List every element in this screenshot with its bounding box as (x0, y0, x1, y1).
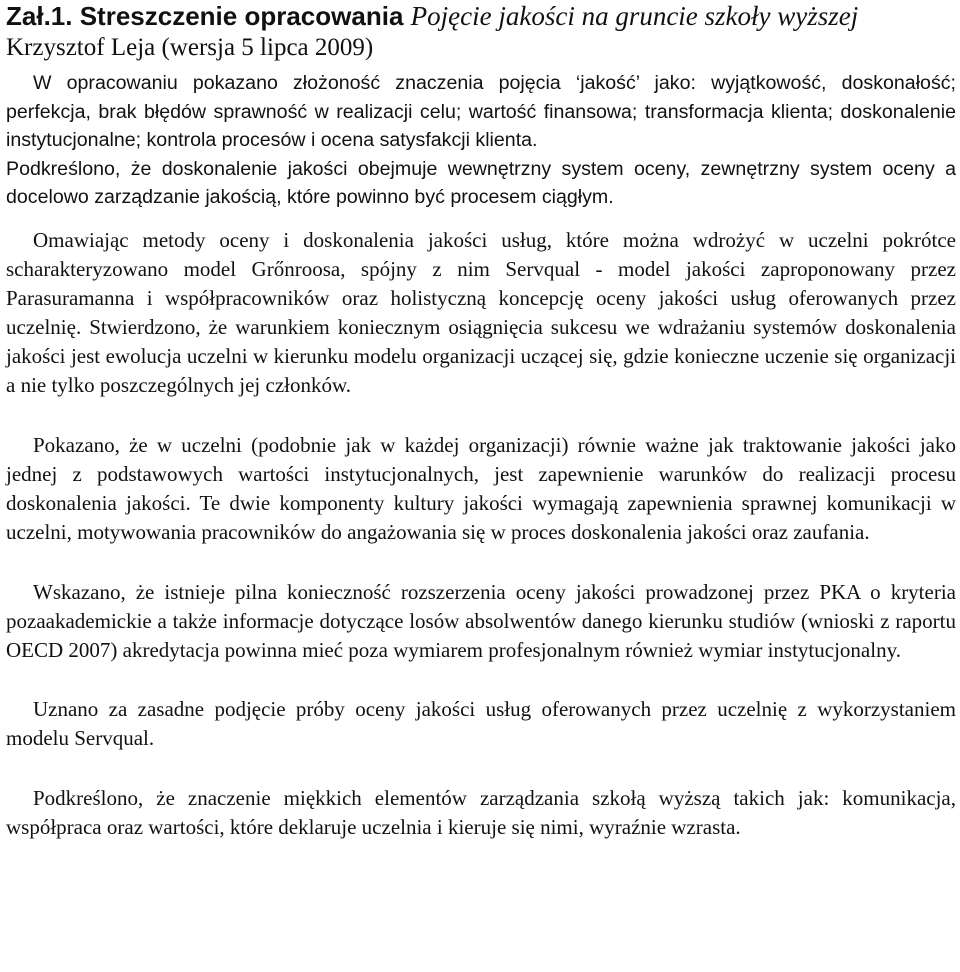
paragraph-5: Uznano za zasadne podjęcie próby oceny jakości usług oferowanych przez uczelnię z wykorzystaniem modelu Servqual. (6, 696, 956, 750)
attachment-label: Zał.1. (6, 1, 73, 31)
summary-heading: Streszczenie opracowania (79, 1, 404, 31)
paragraph-2: Omawiając metody oceny i doskonalenia jakości usług, które można wdrożyć w uczelni pokrótce scharakteryzowano model Grőnroosa, spójny z nim Servqual - model jakości zaproponowany przez Parasuramanna i współpracowników oraz holistyczną koncepcję oceny jakości usług oferowanych przez uczelnię. Stwierdzono, że warunkiem koniecznym osiągnięcia sukcesu we wdrażaniu systemów doskonalenia jakości jest ewolucja uczelni w kierunku modelu organizacji uczącej się, gdzie konieczne uczenie się organizacji a nie tylko poszczególnych jej członków. (6, 227, 956, 397)
author-line: Krzysztof Leja (wersja 5 lipca 2009) (6, 34, 374, 61)
paragraph-4: Wskazano, że istnieje pilna konieczność rozszerzenia oceny jakości prowadzonej przez PKA o kryteria pozaakademickie a także informacje dotyczące losów absolwentów danego kierunku studiów (wnioski z raportu OECD 2007) akredytacja powinna mieć poza wymiarem profesjonalnym również wymiar instytucjonalny. (6, 579, 956, 662)
paragraph-3: Pokazano, że w uczelni (podobnie jak w każdej organizacji) równie ważne jak traktowanie jakości jako jednej z podstawowych wartości instytucjonalnych, jest zapewnienie warunków do realizacji procesu doskonalenia jakości. Te dwie komponenty kultury jakości wymagają zapewnienia sprawnej komunikacji w uczelni, motywowania pracowników do angażowania się w proces doskonalenia jakości oraz zaufania. (6, 432, 956, 544)
paragraph-6: Podkreślono, że znaczenie miękkich elementów zarządzania szkołą wyższą takich jak: komunikacja, współpraca oraz wartości, które deklaruje uczelnia i kieruje się nimi, wyraźnie wzrasta. (6, 785, 956, 839)
document-page (6, 0, 956, 842)
paragraph-1a: W opracowaniu pokazano złożoność znaczenia pojęcia ‘jakość’ jako: wyjątkowość, doskonałość; perfekcja, brak błędów sprawność w realizacji celu; wartość finansowa; transformacja klienta; doskonalenie instytucjonalne; kontrola procesów i ocena satysfakcji klienta. (6, 72, 956, 151)
paper-subtitle: Pojęcie jakości na gruncie szkoły wyższej (410, 1, 859, 31)
document-title (6, 0, 956, 33)
paragraph-1b: Podkreślono, że doskonalenie jakości obejmuje wewnętrzny system oceny, zewnętrzny system oceny a docelowo zarządzanie jakością, które powinno być procesem ciągłym. (6, 157, 956, 208)
